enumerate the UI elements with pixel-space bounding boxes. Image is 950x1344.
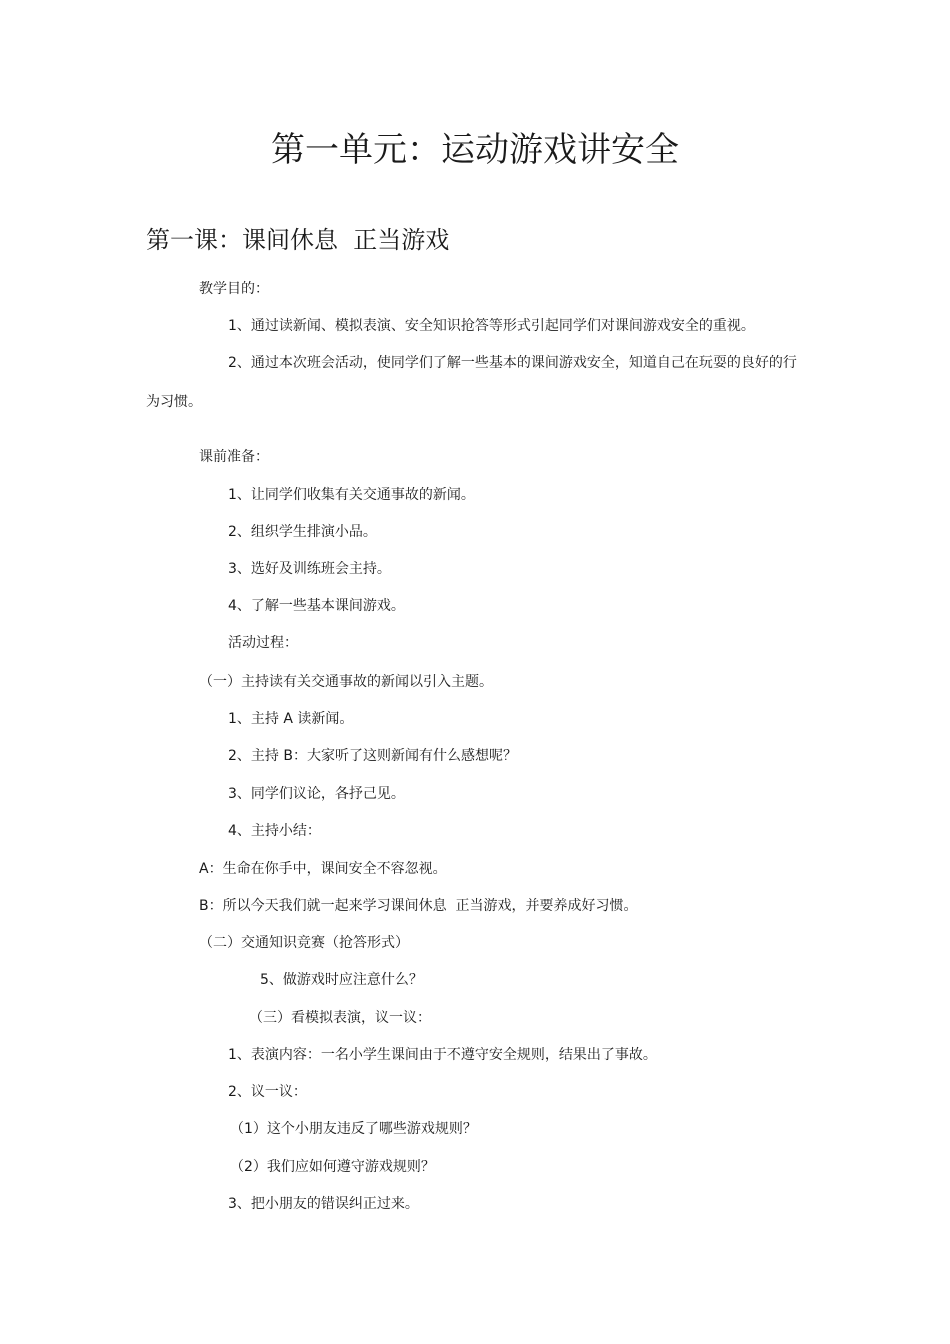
preparation-item: 2、组织学生排演小品。 xyxy=(228,524,377,540)
part1-item: 4、主持小结： xyxy=(228,823,321,839)
part2-item-5: 5、做游戏时应注意什么？ xyxy=(260,972,423,988)
objective-item-2-line-1: 2、通过本次班会活动，使同学们了解一些基本的课间游戏安全，知道自己在玩耍的良好的行 xyxy=(228,355,797,371)
process-heading: 活动过程： xyxy=(228,635,298,651)
preparation-item: 3、选好及训练班会主持。 xyxy=(228,561,391,577)
preparation-item: 1、让同学们收集有关交通事故的新闻。 xyxy=(228,487,475,503)
part3-sub-1: （1）这个小朋友违反了哪些游戏规则？ xyxy=(230,1121,477,1137)
objective-item-2-line-2: 为习惯。 xyxy=(146,394,202,410)
part2-heading: （二）交通知识竞赛（抢答形式） xyxy=(199,935,409,951)
part3-item-1: 1、表演内容：一名小学生课间由于不遵守安全规则，结果出了事故。 xyxy=(228,1047,657,1063)
part3-item-2: 2、议一议： xyxy=(228,1084,307,1100)
part1-item: 1、主持 A 读新闻。 xyxy=(228,711,354,727)
objectives-heading: 教学目的： xyxy=(199,281,269,297)
part1-item: 3、同学们议论，各抒己见。 xyxy=(228,786,405,802)
lesson-title: 第一课：课间休息 正当游戏 xyxy=(146,226,450,254)
summary-a-line: A：生命在你手中，课间安全不容忽视。 xyxy=(199,861,447,877)
preparation-item: 4、了解一些基本课间游戏。 xyxy=(228,598,405,614)
part1-heading: （一）主持读有关交通事故的新闻以引入主题。 xyxy=(199,674,493,690)
part1-item: 2、主持 B：大家听了这则新闻有什么感想呢？ xyxy=(228,748,517,764)
part3-heading: （三）看模拟表演，议一议： xyxy=(249,1010,431,1026)
objective-item-1: 1、通过读新闻、模拟表演、安全知识抢答等形式引起同学们对课间游戏安全的重视。 xyxy=(228,318,755,334)
part3-sub-2: （2）我们应如何遵守游戏规则？ xyxy=(230,1159,435,1175)
part3-item-3: 3、把小朋友的错误纠正过来。 xyxy=(228,1196,419,1212)
summary-b-line: B：所以今天我们就一起来学习课间休息 正当游戏，并要养成好习惯。 xyxy=(199,898,638,914)
unit-title: 第一单元：运动游戏讲安全 xyxy=(271,130,679,170)
preparation-heading: 课前准备： xyxy=(199,449,269,465)
